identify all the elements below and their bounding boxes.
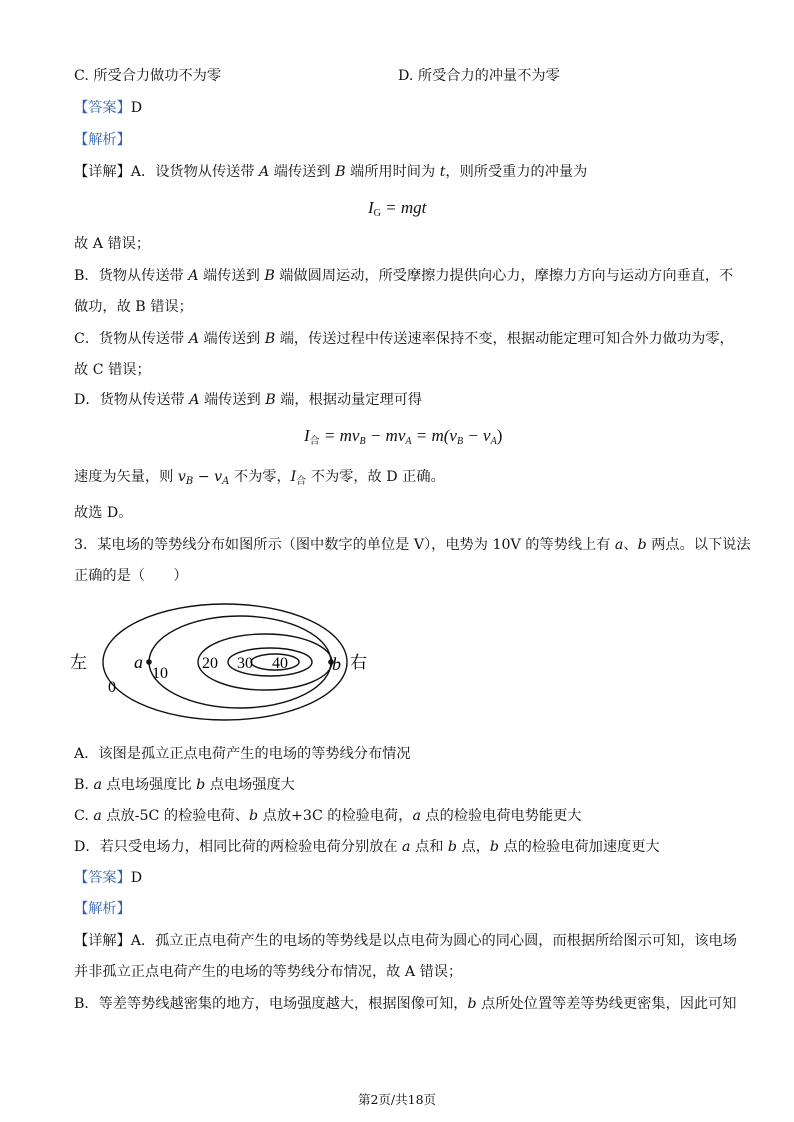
q3-option-c: C. a 点放-5C 的检验电荷、b 点放+3C 的检验电荷，a 点的检验电荷电势能更大 [74,808,582,824]
q2-a-wrong: 故 A 错误； [74,236,151,252]
answer-value: D [130,870,143,886]
q2-detail-d-line1: D．货物从传送带 A 端传送到 B 端，根据动量定理可得 [74,392,423,408]
q3-answer [74,868,142,888]
q2-option-c: C. 所受合力做功不为零 [74,68,222,84]
label-potential-10: 10 [152,665,168,682]
label-potential-20: 20 [202,655,218,672]
q2-detail-c-line1: C．货物从传送带 A 端传送到 B 端，传送过程中传送速率保持不变，根据动能定理可知合外力做功为零， [74,331,734,347]
label-potential-40: 40 [272,655,288,672]
q2-analysis-tag: 【解析】 [74,132,131,148]
page-footer: 第2页/共18页 [357,1092,437,1107]
label-right: 右 [350,653,367,672]
q2-detail-a: 【详解】A．设货物从传送带 A 端传送到 B 端所用时间为 t，则所受重力的冲量为 [74,164,588,180]
label-potential-0: 0 [108,679,116,696]
label-point-a: a [134,652,143,672]
q3-option-d: D．若只受电场力，相同比荷的两检验电荷分别放在 a 点和 b 点，b 点的检验电荷加速度更大 [74,839,660,855]
equation-gravity-impulse: $I_G$ = mgt [368,198,427,219]
q3-option-a: A．该图是孤立正点电荷产生的电场的等势线分布情况 [74,746,411,762]
label-left: 左 [70,653,87,672]
q2-vector-note: 速度为矢量，则 $v_B - v_A$ 不为零，$I_合$ 不为零，故 D 正确。 [74,469,445,487]
q3-detail-a-line2: 并非孤立正点电荷产生的电场的等势线分布情况，故 A 错误； [74,964,463,980]
q3-stem-line2: 正确的是（ ） [74,568,188,584]
label-potential-30: 30 [237,655,253,672]
q2-answer [74,98,142,118]
q3-stem-line1: 3．某电场的等势线分布如图所示（图中数字的单位是 V），电势为 10V 的等势线上有 a、b 两点。以下说法 [74,537,751,553]
q2-choose: 故选 D。 [74,505,133,521]
q2-option-d: D. 所受合力的冲量不为零 [398,68,560,84]
q3-analysis-tag: 【解析】 [74,901,131,917]
equipotential-figure [70,598,380,728]
q3-detail-a-line1: 【详解】A．孤立正点电荷产生的电场的等势线是以点电荷为圆心的同心圆，而根据所给图示可知，该电场 [74,933,737,949]
q2-detail-b-line2: 做功，故 B 错误； [74,299,193,315]
equation-momentum-theorem: $I_合 = mv_B - mv_A = m(v_B - v_A)$ [304,426,503,447]
label-point-b: b [332,654,341,674]
answer-value: D [130,100,143,116]
answer-tag: 【答案】 [74,870,131,886]
q3-detail-b-line1: B．等差等势线越密集的地方，电场强度越大，根据图像可知，b 点所处位置等差等势线更密集，因此可知 [74,996,737,1012]
q2-detail-c-line2: 故 C 错误； [74,362,151,378]
answer-tag: 【答案】 [74,100,131,116]
q2-detail-b-line1: B．货物从传送带 A 端传送到 B 端做圆周运动，所受摩擦力提供向心力，摩擦力方向与运动方向垂直，不 [74,268,734,284]
point-a-dot [146,659,152,665]
q3-option-b: B. a 点电场强度比 b 点电场强度大 [74,777,295,793]
